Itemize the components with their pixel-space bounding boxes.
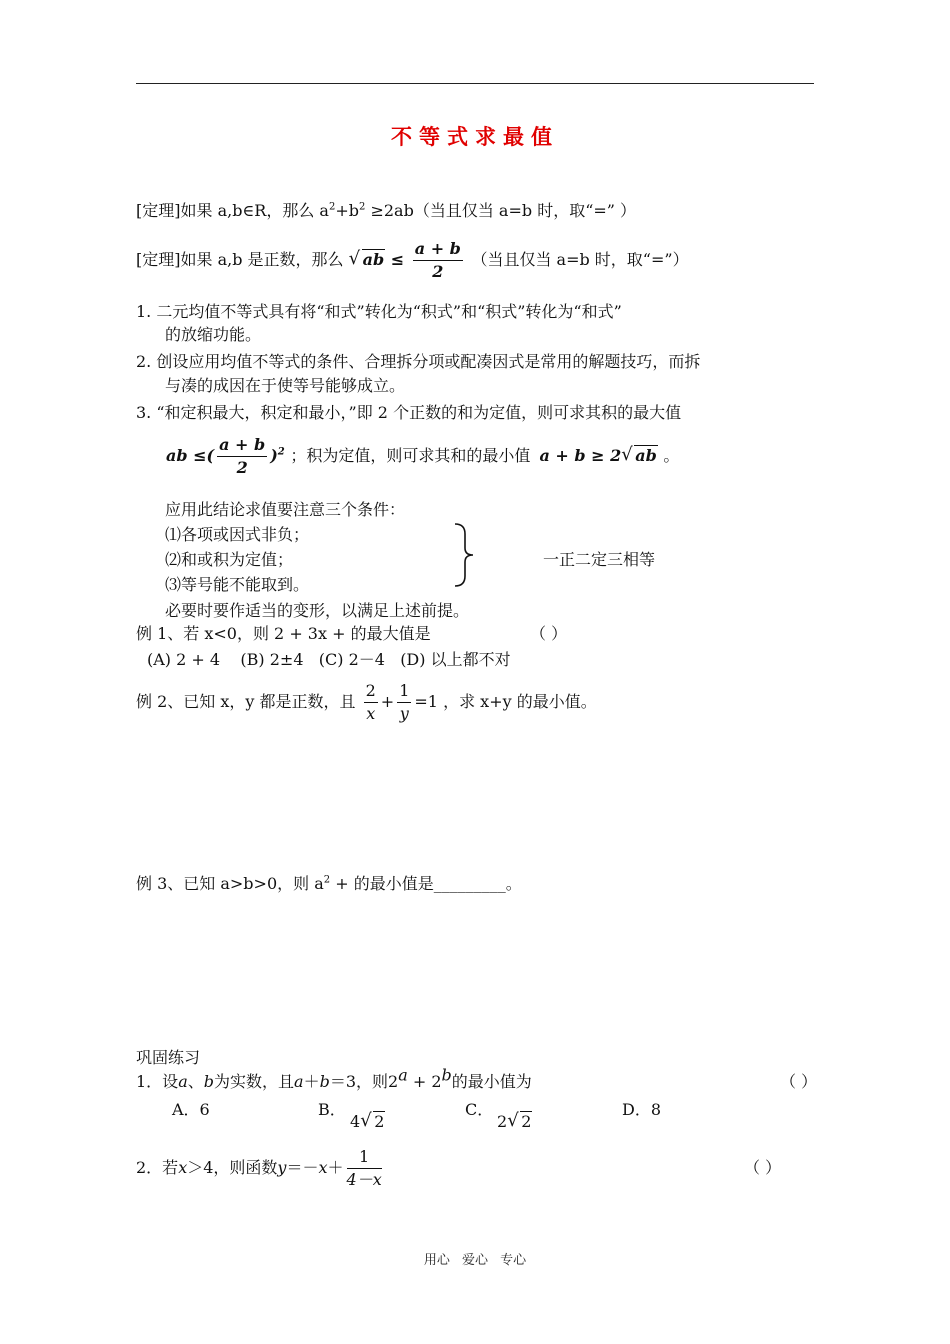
conditions-summary: 一正二定三相等	[543, 550, 656, 569]
theorem-2: [定理]如果 a,b 是正数，那么 √ ab ≤ $\frac{a + b}{2}$ （当且仅当 a=b 时，取“=”）	[136, 239, 689, 281]
practice-q1-option-c-label: C．	[465, 1100, 494, 1119]
practice-q1-option-b-value: 4 √ 2	[350, 1110, 385, 1131]
practice-q1-answer-paren: （ ）	[780, 1072, 818, 1091]
practice-q1-option-d: D．8	[622, 1100, 662, 1119]
header-rule	[136, 83, 814, 84]
example-2-equation: $\frac{2}{x}$ + $\frac{1}{y}$ =1	[365, 681, 438, 723]
example-1-question: 例 1、若 x<0，则 2 + 3x + 的最大值是	[136, 624, 431, 643]
conditions-intro: 应用此结论求值要注意三个条件：	[165, 500, 406, 519]
page-footer: 用心 爱心 专心	[423, 1253, 527, 1268]
point-1-line-2: 的放缩功能。	[165, 325, 262, 344]
theorem-1: [定理]如果 a,b∈R，那么 $a^2+b^2 \ge 2ab$（当且仅当 a=b 时，取“=” ）	[136, 201, 637, 220]
practice-q2: 2．若x＞4，则函数y＝－x＋ $\frac{1}{4-x}$	[136, 1147, 382, 1189]
point-2-line-1: 2. 创设应用均值不等式的条件、合理拆分项或配凑因式是常用的解题技巧，而拆	[136, 352, 701, 371]
page-title: 不等式求最值	[391, 124, 559, 149]
conditions-note: 必要时要作适当的变形，以满足上述前提。	[165, 601, 470, 620]
sum-min-formula: a + b ≥ 2 √ ab	[539, 444, 657, 465]
ab-max-formula: ab ≤( $\frac{a + b}{2}$ )$^2$	[166, 435, 285, 477]
point-3-line-1: 3. “和定积最大，积定和最小，”即 2 个正数的和为定值，则可求其积的最大值	[136, 403, 682, 422]
practice-q1-option-a: A．6	[172, 1100, 210, 1119]
condition-2: ⑵和或积为定值；	[165, 550, 294, 569]
example-2: 例 2、已知 x，y 都是正数，且 $\frac{2}{x}$ + $\frac{1}{y}$ =1 ，求 x+y 的最小值。	[136, 681, 597, 723]
practice-q2-answer-paren: （ ）	[744, 1158, 782, 1177]
right-brace	[453, 522, 477, 588]
example-1-options: (A) 2 + 4 (B) 2±4 (C) 2－4 (D) 以上都不对	[147, 650, 511, 669]
practice-q1: 1．设a、b为实数，且a＋b＝3，则$2^a + 2^b$的最小值为	[136, 1065, 532, 1091]
example-1-answer-paren: （ ）	[530, 624, 568, 643]
example-3: 例 3、已知 a>b>0，则 $a^2$ + 的最小值是_________。	[136, 874, 522, 893]
practice-q1-option-b-label: B．	[318, 1100, 346, 1119]
point-1-line-1: 1. 二元均值不等式具有将“和式”转化为“积式”和“积式”转化为“和式”	[136, 302, 622, 321]
condition-1: ⑴各项或因式非负；	[165, 525, 310, 544]
condition-3: ⑶等号能不能取到。	[165, 575, 310, 594]
practice-q1-option-c-value: 2 √ 2	[497, 1110, 532, 1131]
sqrt-ab-formula: √ ab ≤ $\frac{a + b}{2}$	[348, 239, 461, 281]
point-2-line-2: 与凑的成因在于使等号能够成立。	[165, 376, 406, 395]
point-3-formula-line: ab ≤( $\frac{a + b}{2}$ )$^2$ ；积为定值，则可求其和的最小值 a + b ≥ 2 √ ab 。	[166, 435, 680, 477]
practice-heading: 巩固练习	[136, 1048, 201, 1067]
